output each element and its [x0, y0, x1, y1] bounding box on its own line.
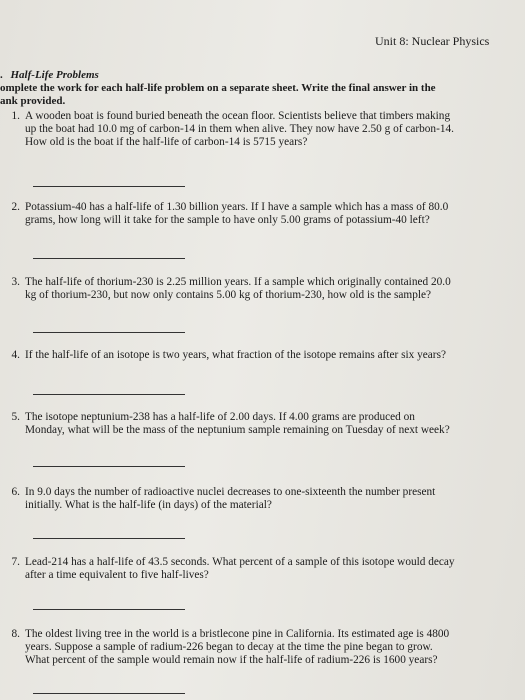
section-marker: .	[0, 69, 3, 81]
unit-title: Unit 8: Nuclear Physics	[375, 34, 490, 48]
answer-blank-2[interactable]	[33, 258, 185, 259]
problem-text: In 9.0 days the number of radioactive nuclei decreases to one-sixteenth the number present initially. What is the half-life (in days) of the material?	[25, 486, 436, 511]
instructions-line-2: ank provided.	[0, 95, 66, 107]
section-heading: Half-Life Problems	[10, 69, 99, 81]
problem-text: Lead-214 has a half-life of 43.5 seconds. What percent of a sample of this isotope would decay after a time equivalent to five half-lives?	[25, 556, 455, 581]
answer-blank-1[interactable]	[33, 186, 185, 187]
answer-blank-5[interactable]	[33, 466, 185, 467]
problem-number: 4.	[11, 349, 20, 361]
instructions	[0, 69, 525, 108]
problem-number: 1.	[11, 110, 20, 122]
problem-number: 2.	[11, 201, 20, 213]
answer-blank-8[interactable]	[33, 693, 185, 694]
problem-number: 5.	[11, 411, 20, 423]
answer-blank-6[interactable]	[33, 538, 185, 539]
answer-blank-3[interactable]	[33, 332, 185, 333]
answer-blank-4[interactable]	[33, 394, 185, 395]
problem-text: A wooden boat is found buried beneath the ocean floor. Scientists believe that timbers making up the boat had 10.0 mg of carbon-14 in them when alive. They now have 2.50 g of carbon-14. How old is the boat if the half-life of carbon-14 is 5715 years?	[25, 110, 454, 148]
problem-text: Potassium-40 has a half-life of 1.30 billion years. If I have a sample which has a mass of 80.0 grams, how long will it take for the sample to have only 5.00 grams of potassium-40 left?	[25, 201, 449, 226]
problem-text: The half-life of thorium-230 is 2.25 million years. If a sample which originally contained 20.0 kg of thorium-230, but now only contains 5.00 kg of thorium-230, how old is the sample?	[25, 276, 451, 301]
answer-blank-7[interactable]	[33, 609, 185, 610]
instructions-line-1: omplete the work for each half-life problem on a separate sheet. Write the final answer in the	[0, 82, 436, 94]
problem-number: 3.	[11, 276, 20, 288]
problem-number: 7.	[11, 556, 20, 568]
problem-text: If the half-life of an isotope is two years, what fraction of the isotope remains after six years?	[25, 349, 446, 361]
problem-text: The isotope neptunium-238 has a half-life of 2.00 days. If 4.00 grams are produced on Monday, what will be the mass of the neptunium sample remaining on Tuesday of next week?	[25, 411, 450, 436]
problem-number: 6.	[11, 486, 20, 498]
problem-number: 8.	[11, 628, 20, 640]
instructions-heading-line	[0, 69, 525, 82]
problem-text: The oldest living tree in the world is a bristlecone pine in California. Its estimated age is 4800 years. Suppose a sample of radium-226 began to decay at the time the pine began to grow. What percent of the sample would remain now if the half-life of radium-226 is 1600 years?	[25, 628, 450, 666]
